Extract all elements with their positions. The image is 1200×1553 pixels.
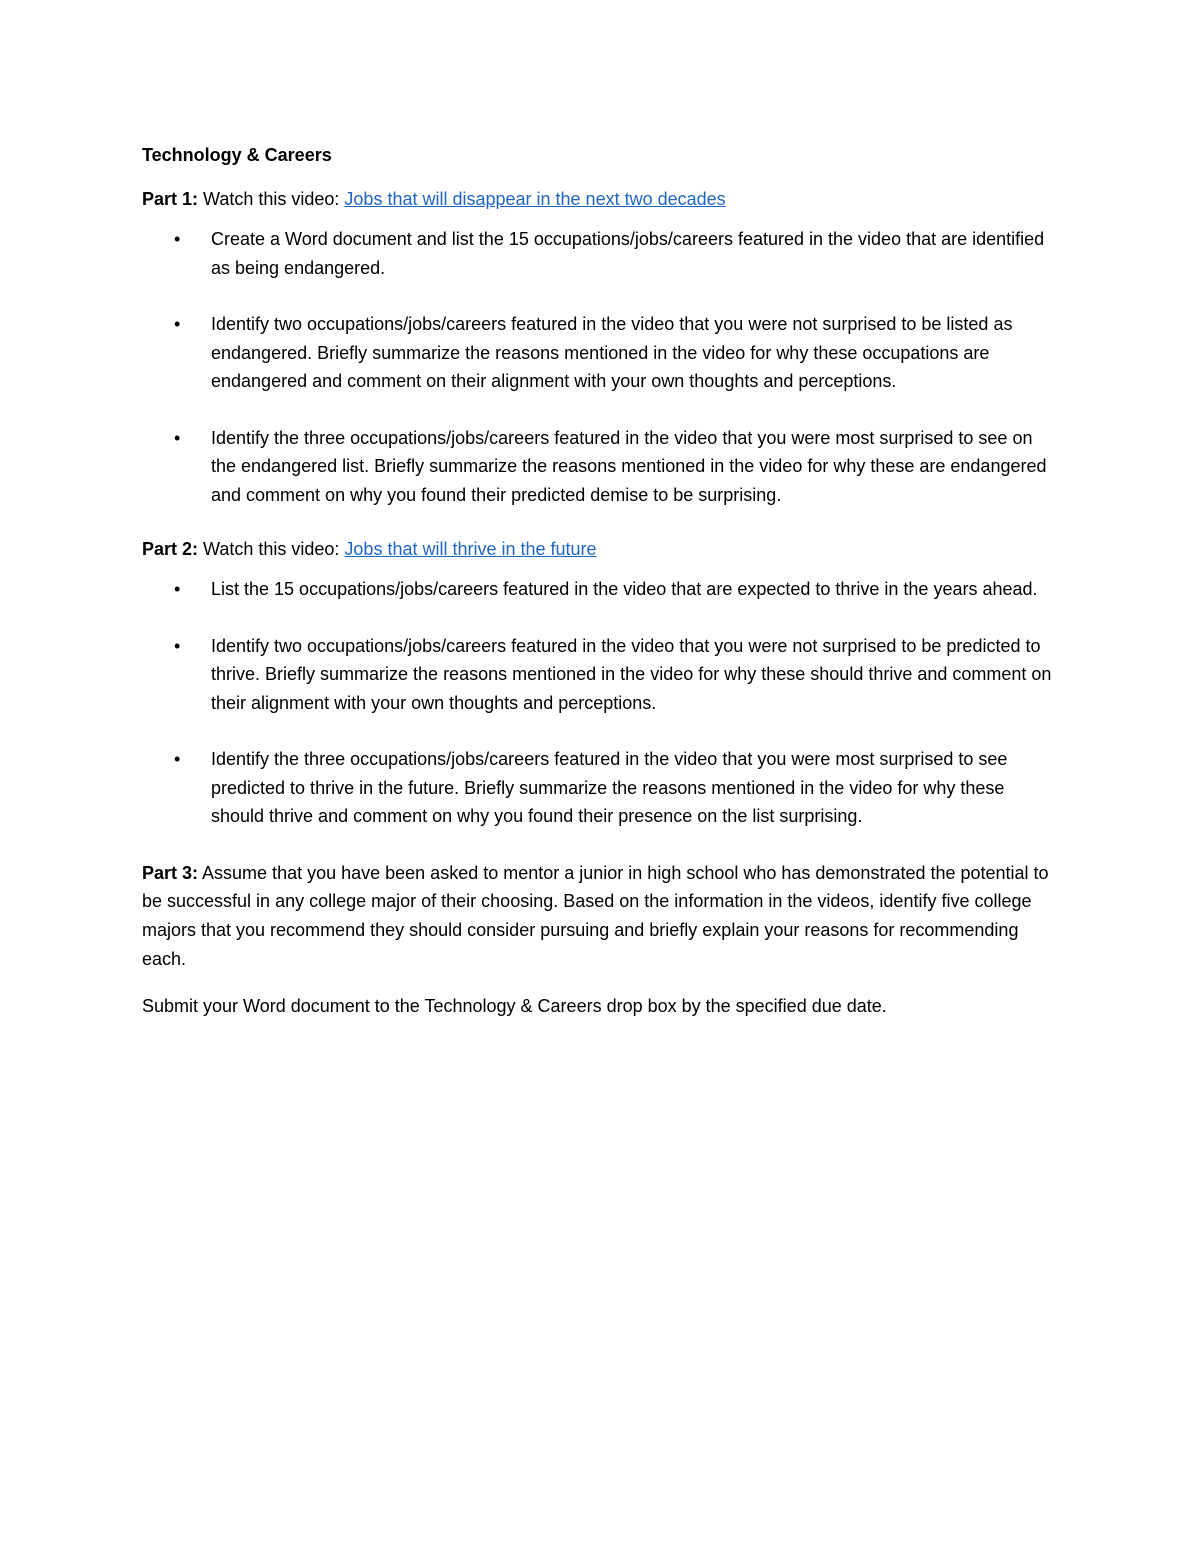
list-item-text: Create a Word document and list the 15 occupations/jobs/careers featured in the video that are identified as being endangered. (211, 229, 1045, 278)
bullet-icon: • (174, 635, 181, 656)
part-1-intro: Watch this video: (198, 189, 345, 209)
list-item-text: Identify two occupations/jobs/careers featured in the video that you were not surprised to be predicted to thrive. Briefly summarize the reasons mentioned in the video for why these should thrive and comment on their alignment with your own thoughts and perceptions. (211, 635, 1052, 713)
part-2-label: Part 2: (142, 539, 199, 559)
part-1-video-link[interactable]: Jobs that will disappear in the next two decades (344, 189, 726, 209)
list-item-text: List the 15 occupations/jobs/careers featured in the video that are expected to thrive in the years ahead. (211, 579, 1038, 599)
part-1-label: Part 1: (142, 189, 199, 209)
bullet-icon: • (174, 749, 181, 769)
part-1-heading (142, 187, 1060, 211)
bullet-icon: • (174, 579, 181, 599)
part-2-intro: Watch this video: (198, 539, 345, 559)
list-item-text: Identify the three occupations/jobs/careers featured in the video that you were most surprised to see predicted to thrive in the future. Briefly summarize the reasons mentioned in the video for why these should thrive and comment on why you found their presence on the list surprising. (211, 749, 1008, 826)
list-item (142, 745, 1060, 831)
part-3-label: Part 3: (142, 862, 199, 883)
list-item (142, 225, 1060, 282)
list-item-text: Identify the three occupations/jobs/careers featured in the video that you were most surprised to see on the endangered list. Briefly summarize the reasons mentioned in the video for why these are endangered and comment on why you found their predicted demise to be surprising. (211, 427, 1047, 505)
list-item (142, 424, 1060, 510)
list-item (142, 575, 1060, 604)
closing-instruction: Submit your Word document to the Technology & Careers drop box by the specified due date. (142, 995, 887, 1016)
bullet-icon: • (174, 229, 181, 249)
part-2-heading (142, 537, 1060, 561)
bullet-icon: • (174, 314, 181, 334)
part-2-video-link[interactable]: Jobs that will thrive in the future (344, 539, 597, 559)
document-title: Technology & Careers (142, 145, 332, 165)
part-3-text: Assume that you have been asked to mentor a junior in high school who has demonstrated the potential to be successful in any college major of their choosing. Based on the information in the videos, identify five college majors that you recommend they should consider pursuing and briefly explain your reasons for recommending each. (142, 862, 1049, 969)
list-item-text: Identify two occupations/jobs/careers featured in the video that you were not surprised to be listed as endangered. Briefly summarize the reasons mentioned in the video for why these occupations are endangered and comment on their alignment with your own thoughts and perceptions. (211, 314, 1013, 391)
part-2-task-list (142, 575, 1060, 831)
part-3-paragraph (142, 859, 1060, 974)
list-item (142, 310, 1060, 396)
list-item (142, 632, 1060, 718)
part-1-task-list (142, 225, 1060, 509)
bullet-icon: • (174, 427, 181, 448)
